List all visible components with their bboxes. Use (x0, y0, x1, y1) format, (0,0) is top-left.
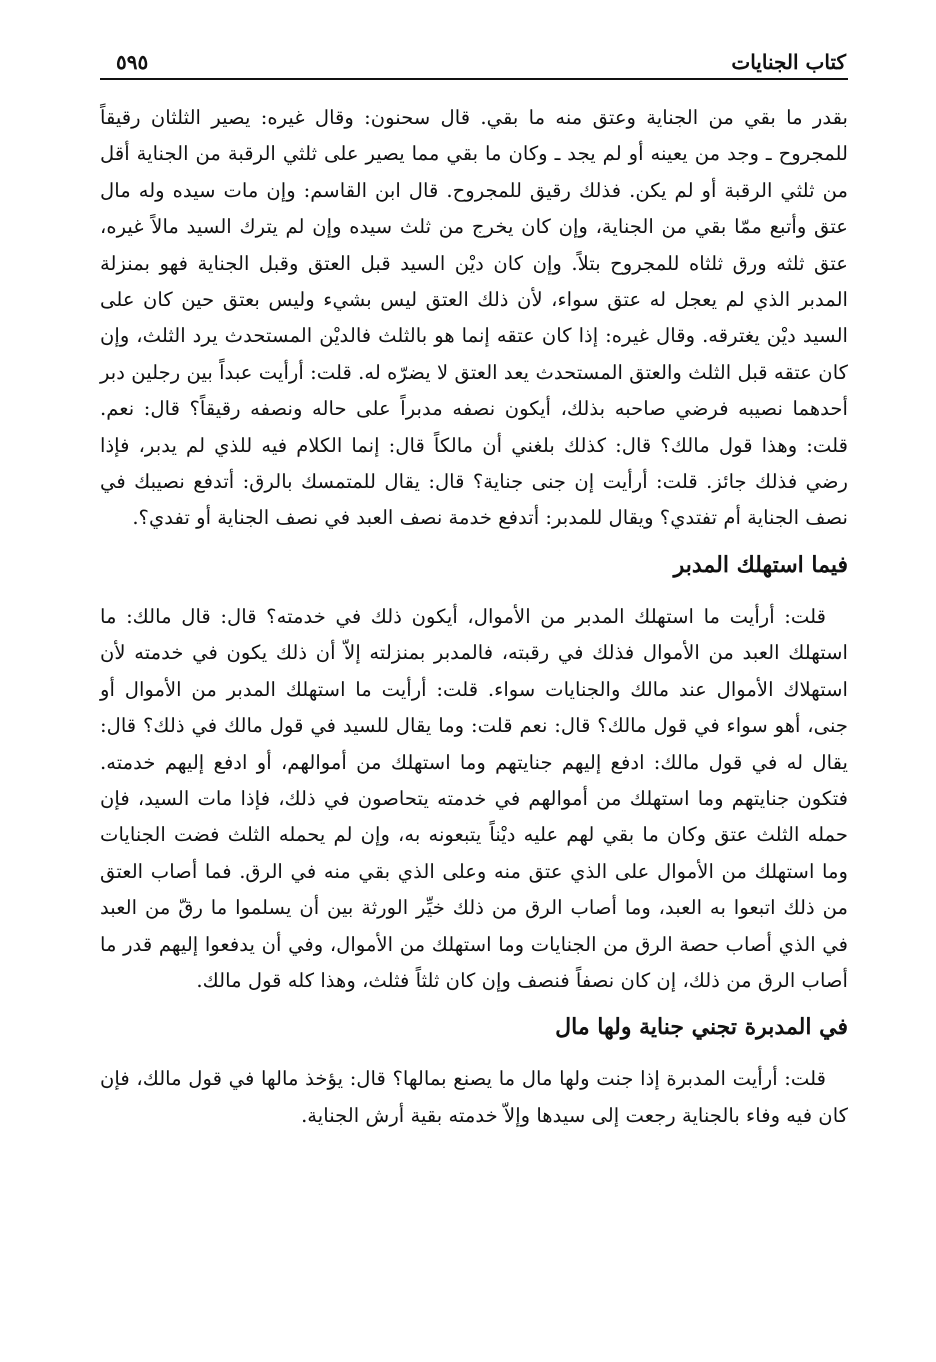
paragraph: قلت: أرأيت المدبرة إذا جنت ولها مال ما يصنع بمالها؟ قال: يؤخذ مالها في قول مالك، فإن كان فيه وفاء بالجناية رجعت إلى سيدها وإلاّ خدمته بقية أرش الجناية. (100, 1067, 848, 1127)
paragraph: قلت: أرأيت ما استهلك المدبر من الأموال، أيكون ذلك في خدمته؟ قال: قال مالك: ما استهلك العبد من الأموال فذلك في رقبته، فالمدبر بمنزلته إلاّ أن ذلك يكون في خدمته لأن استهلاك الأموال عند مالك والجنايات سواء. قلت: أرأيت ما استهلك المدبر من الأموال أو جنى، أهو سواء في قول مالك؟ قال: نعم قلت: وما يقال للسيد في قول مالك في ذلك؟ قال: يقال له في قول مالك: ادفع إليهم جنايتهم وما استهلك من أموالهم، أو ادفع إليهم خدمته. فتكون جنايتهم وما استهلك من أموالهم في خدمته يتحاصون في ذلك، فإذا مات السيد، فإن حمله الثلث عتق وكان ما بقي لهم عليه ديْناً يتبعونه به، وإن لم يحمله الثلث فضت الجنايات وما استهلك من الأموال على الذي عتق منه وعلى الذي بقي منه في الرق. فما أصاب العتق من ذلك اتبعوا به العبد، وما أصاب الرق من ذلك خيِّر الورثة بين أن يسلموا ما رقّ من العبد في الذي أصاب حصة الرق من الجنايات وما استهلك من الأموال، وفي أن يدفعوا إليهم قدر ما أصاب الرق من ذلك، إن كان نصفاً فنصف وإن كان ثلثاً فثلث، وهذا كله قول مالك. (100, 604, 848, 992)
book-page (100, 40, 848, 1134)
section-heading: في المدبرة تجني جناية ولها مال (555, 1014, 848, 1041)
paragraph: بقدر ما بقي من الجناية وعتق منه ما بقي. قال سحنون: وقال غيره: يصير الثلثان رقيقاً للمجروح ـ وجد من يعينه أو لم يجد ـ وكان ما بقي مما يصير على ثلثي الرقبة من الجناية أقل من ثلثي الرقبة أو لم يكن. فذلك رقيق للمجروح. قال ابن القاسم: وإن مات سيده وله مال عتق وأتبع ممّا بقي من الجناية، وإن كان يخرج من ثلث سيده وإن لم يترك السيد مالاً غيره، عتق ثلثه ورق ثلثاه للمجروح بتلاً. وإن كان ديْن السيد قبل العتق وقبل الجناية فهو بمنزلة المدبر الذي لم يعجل له عتق سواء، لأن ذلك العتق ليس بشيء وليس بعتق حين كان على السيد ديْن يغترقه. وقال غيره: إذا كان عتقه إنما هو بالثلث فالديْن المستحدث يرد الثلث، وإن كان عتقه قبل الثلث والعتق المستحدث يعد العتق لا يضرّه له. قلت: أرأيت عبداً بين رجلين دبر أحدهما نصيبه فرضي صاحبه بذلك، أيكون نصفه مدبراً على حاله ونصفه رقيقاً؟ قال: نعم. قلت: وهذا قول مالك؟ قال: كذلك بلغني أن مالكاً قال: إنما الكلام فيه للذي لم يدبر، فإذا رضي فذلك جائز. قلت: أرأيت إن جنى جناية؟ قال: يقال للمتمسك بالرق: أتدفع نصيبك في نصف الجناية أم تفتدي؟ ويقال للمدبر: أتدفع خدمة نصف العبد في نصف الجناية أو تفدي؟. (100, 106, 848, 530)
header-rule (100, 78, 848, 80)
book-title: كتاب الجنايات (731, 50, 846, 74)
section-heading: فيما استهلك المدبر (673, 551, 848, 578)
page-number: ٥٩٥ (116, 50, 149, 74)
page-body (100, 100, 848, 1134)
running-header (100, 40, 848, 74)
